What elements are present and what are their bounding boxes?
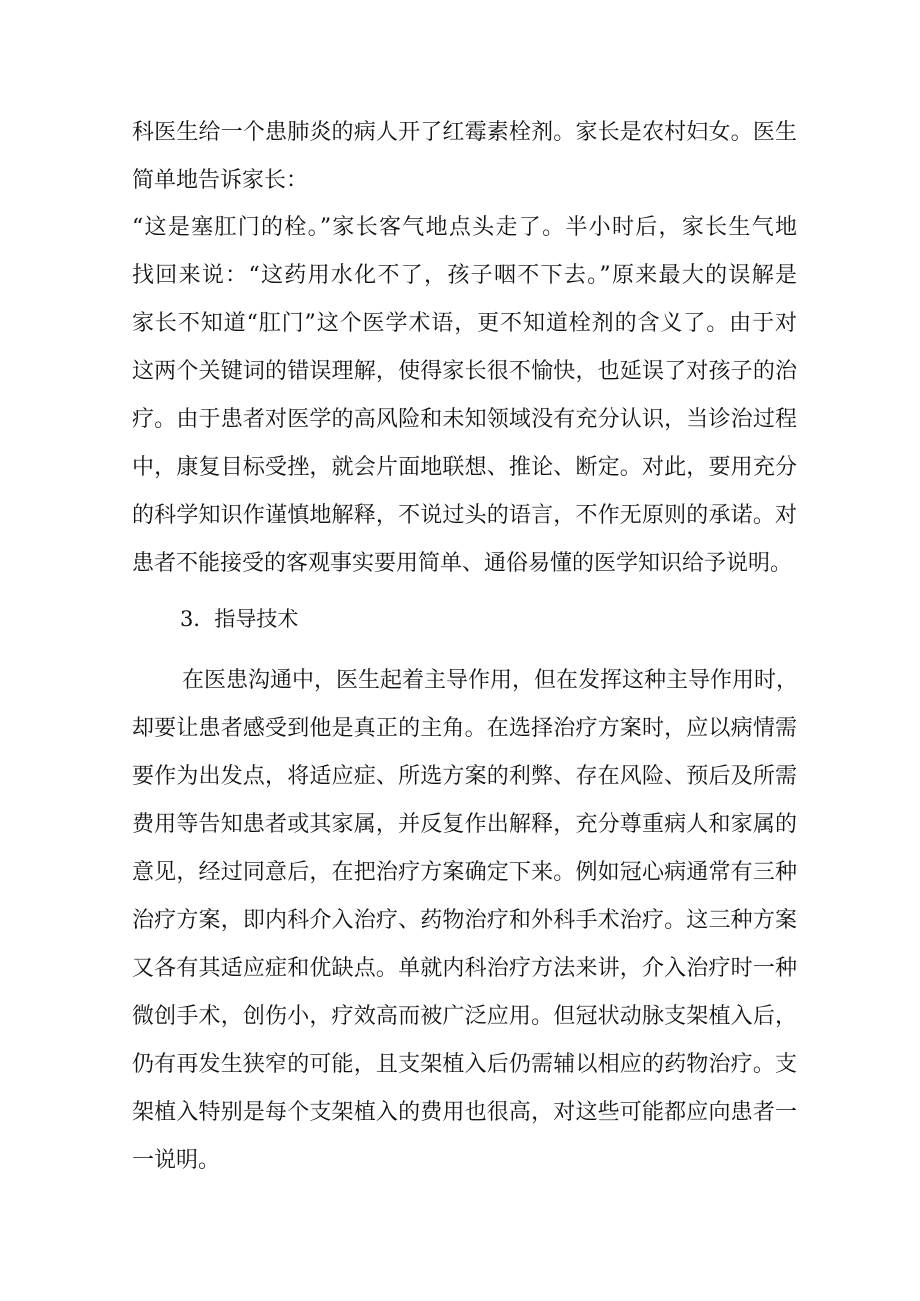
paragraph-2-line: 又各有其适应症和优缺点。单就内科治疗方法来讲，介入治疗时一种 xyxy=(132,956,797,981)
paragraph-1-line: 中，康复目标受挫，就会片面地联想、推论、断定。对此，要用充分 xyxy=(132,455,797,480)
paragraph-2-line: 要作为出发点，将适应症、所选方案的利弊、存在风险、预后及所需 xyxy=(132,764,797,789)
paragraph-1-line: 这两个关键词的错误理解，使得家长很不愉快，也延误了对孩子的治 xyxy=(132,359,797,384)
paragraph-2-line: 意见，经过同意后，在把治疗方案确定下来。例如冠心病通常有三种 xyxy=(132,860,797,885)
paragraph-2-line: 仍有再发生狭窄的可能，且支架植入后仍需辅以相应的药物治疗。支 xyxy=(132,1052,797,1077)
paragraph-1-line: 简单地告诉家长： xyxy=(132,168,309,193)
paragraph-1-line: 患者不能接受的客观事实要用简单、通俗易懂的医学知识给予说明。 xyxy=(132,551,793,576)
paragraph-2-line: 架植入特别是每个支架植入的费用也很高，对这些可能都应向患者一 xyxy=(132,1100,797,1125)
paragraph-2-line: 却要让患者感受到他是真正的主角。在选择治疗方案时，应以病情需 xyxy=(132,716,797,741)
paragraph-1-line: 疗。由于患者对医学的高风险和未知领域没有充分认识，当诊治过程 xyxy=(132,407,797,432)
paragraph-1-line: 科医生给一个患肺炎的病人开了红霉素栓剂。家长是农村妇女。医生 xyxy=(132,120,797,145)
paragraph-2-line: 微创手术，创伤小，疗效高而被广泛应用。但冠状动脉支架植入后， xyxy=(132,1004,797,1029)
paragraph-2-line: 治疗方案，即内科介入治疗、药物治疗和外科手术治疗。这三种方案 xyxy=(132,908,797,933)
paragraph-1-line: “这是塞肛门的栓。”家长客气地点头走了。半小时后，家长生气地 xyxy=(132,215,797,240)
paragraph-1-line: 家长不知道“肛门”这个医学术语，更不知道栓剂的含义了。由于对 xyxy=(132,311,797,336)
paragraph-2-line: 费用等告知患者或其家属，并反复作出解释，充分尊重病人和家属的 xyxy=(132,812,797,837)
paragraph-1-line: 找回来说：“这药用水化不了，孩子咽不下去。”原来最大的误解是 xyxy=(132,263,797,288)
section-heading: 3．指导技术 xyxy=(180,607,299,631)
paragraph-1-line: 的科学知识作谨慎地解释，不说过头的语言，不作无原则的承诺。对 xyxy=(132,503,797,528)
paragraph-2-line: 一说明。 xyxy=(132,1148,221,1173)
paragraph-2-line: 在医患沟通中，医生起着主导作用，但在发挥这种主导作用时， xyxy=(182,668,799,693)
